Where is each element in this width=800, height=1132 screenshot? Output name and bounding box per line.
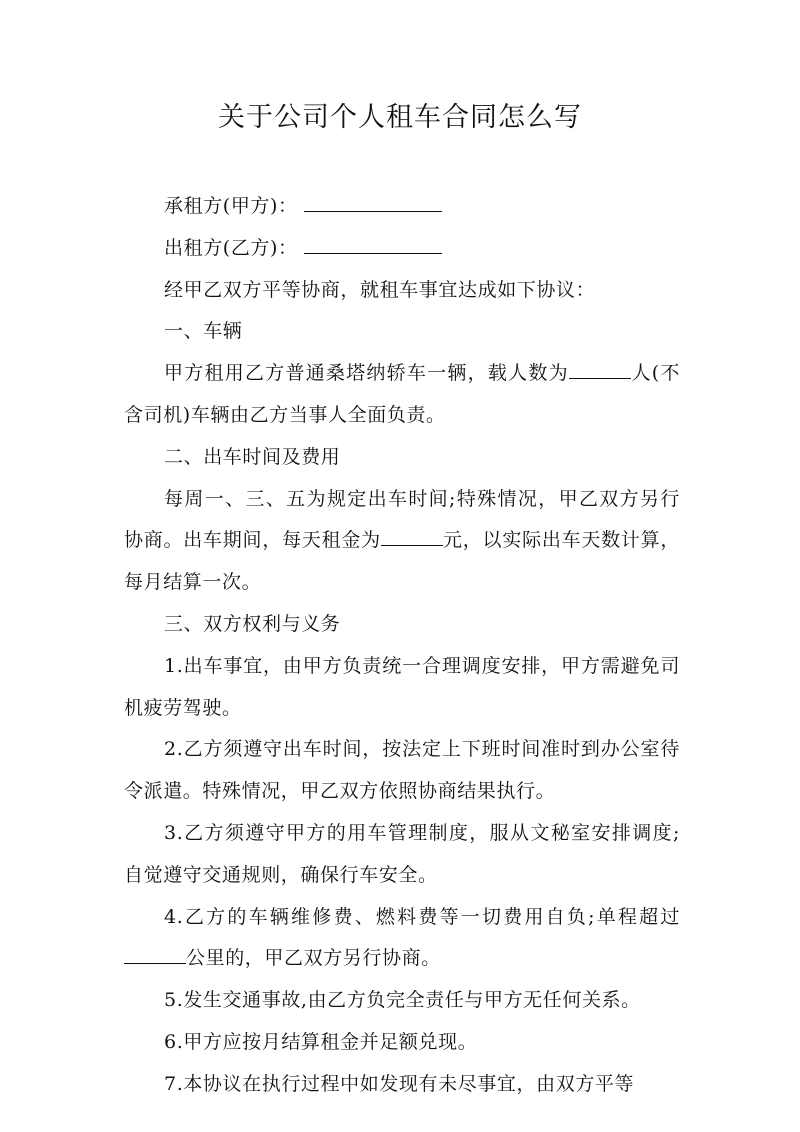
lessee-label: 承租方(甲方)：	[164, 195, 298, 217]
lessor-blank	[304, 235, 442, 254]
item-7: 7.本协议在执行过程中如发现有未尽事宜，由双方平等	[164, 1072, 635, 1095]
lessee-blank	[304, 193, 442, 212]
item-5: 5.发生交通事故,由乙方负完全责任与甲方无任何关系。	[164, 989, 641, 1012]
section-3-heading: 三、双方权利与义务	[164, 612, 341, 635]
lessor-line	[124, 228, 680, 270]
document-title: 关于公司个人租车合同怎么写	[218, 102, 582, 133]
s2-text-b: 元，以实际出车天数计算，每月结算一次。	[124, 529, 680, 594]
item-2: 2.乙方须遵守出车时间，按法定上下班时间准时到办公室待令派遣。特殊情况，甲乙双方依照协商结果执行。	[124, 738, 680, 803]
section-2-heading: 二、出车时间及费用	[164, 445, 341, 468]
passenger-count-blank	[569, 360, 631, 379]
lessor-label: 出租方(乙方)：	[164, 236, 298, 259]
item-4	[124, 897, 680, 981]
s1-text-a: 甲方租用乙方普通桑塔纳轿车一辆，载人数为	[164, 362, 569, 385]
item-1: 1.出车事宜，由甲方负责统一合理调度安排，甲方需避免司机疲劳驾驶。	[124, 654, 680, 719]
item-6: 6.甲方应按月结算租金并足额兑现。	[164, 1030, 478, 1053]
document-body	[124, 186, 680, 1106]
item-3: 3.乙方须遵守甲方的用车管理制度，服从文秘室安排调度;自觉遵守交通规则，确保行车安全。	[124, 821, 680, 886]
s1-text-b: 人(不含司机)车辆由乙方当事人全面负责。	[124, 362, 680, 426]
s2-text-a: 每周一、三、五为规定出车时间;特殊情况，甲乙双方另行协商。出车期间，每天租金为	[124, 487, 680, 552]
section-1-heading: 一、车辆	[164, 320, 243, 343]
intro-paragraph: 经甲乙双方平等协商，就租车事宜达成如下协议：	[164, 278, 596, 301]
item-4-text-b: 公里的，甲乙双方另行协商。	[186, 947, 441, 970]
lessee-line	[124, 186, 680, 228]
item-4-text-a: 4.乙方的车辆维修费、燃料费等一切费用自负;单程超过	[164, 905, 680, 928]
daily-rent-blank	[381, 527, 443, 546]
distance-blank	[124, 945, 186, 964]
section-2-paragraph	[124, 479, 680, 604]
section-1-paragraph	[124, 353, 680, 437]
